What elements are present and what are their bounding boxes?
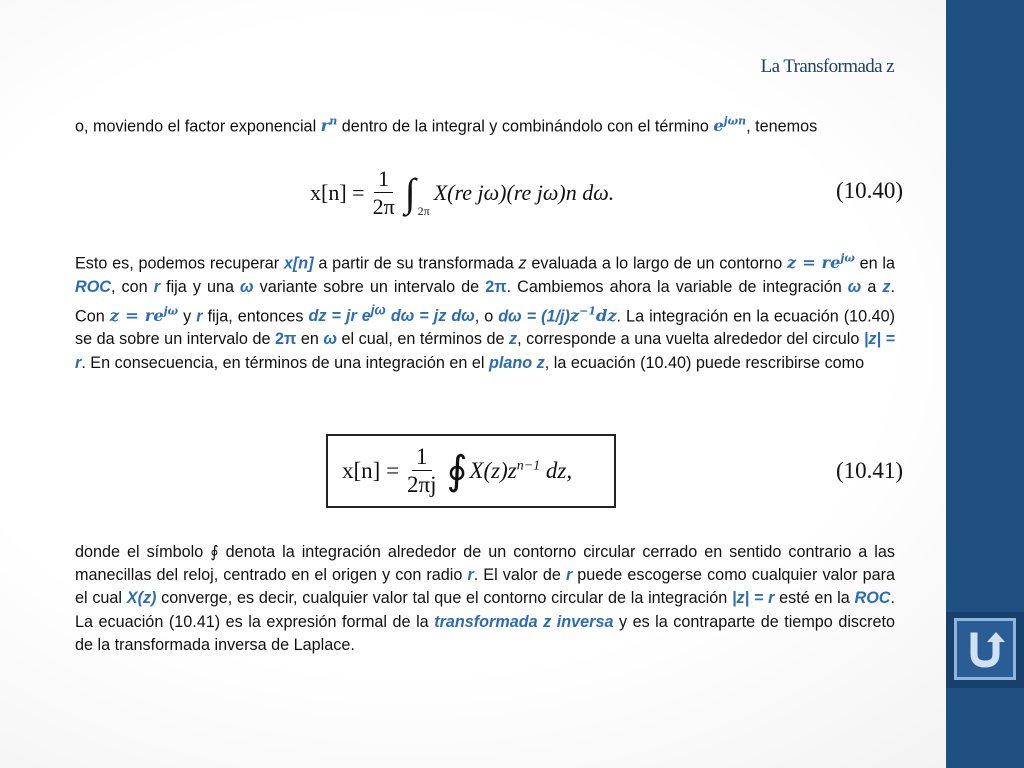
paragraph-recover: Esto es, podemos recuperar x[n] a partir de su transformada z evaluada a lo largo de un contorno $z = re^{j\omega}$ en la ROC, con r fija y una ω variante sobre un intervalo de 2π. Cambiemos ahora la variable de integración ω a z. Con $z = re^{j\omega}$ y r fija, entonces dz = jr $e^{j\omega}$ dω = jz dω, o $d\omega = (1/j)z^{-1}dz$. La integración en la ecuación (10.40) se da sobre un intervalo de 2π en ω el cual, en términos de z, corresponde a una vuelta alrededor del circulo |z| = r. En consecuencia, en términos de una integración en el plano z, la ecuación (10.40) puede rescribirse como: [75, 252, 896, 372]
equation-10-40: x[n] = $\frac{1}{2\pi}$ ∫ 2π X(re jω)(re jω)n dω.: [310, 165, 615, 219]
integral-symbol: ∫: [404, 170, 416, 215]
equation-number-10-40: (10.40): [836, 178, 904, 203]
equation-number-10-41: (10.41): [836, 458, 904, 483]
u-turn-return-icon: [962, 626, 1008, 672]
return-button[interactable]: [954, 618, 1016, 680]
fraction: $\frac{1}{2\pi}$: [372, 165, 395, 219]
paragraph-contour: donde el símbolo ∮ denota la integración alrededor de un contorno circular cerrado en sentido contrario a las manecillas del reloj, centrado en el origen y con radio r. El valor de r puede escogerse como cualquier valor para el cual X(z) converge, es decir, cualquier valor tal que el contorno circular de la integración |z| = r esté en la ROC. La ecuación (10.41) es la expresión formal de la transformada z inversa y es la contraparte de tiempo discreto de la transformada inversa de Laplace.: [75, 543, 895, 654]
slide-title: La Transformada z: [760, 56, 894, 77]
contour-integral-glyph: ∮: [210, 543, 219, 561]
contour-integral-symbol: ∮: [446, 448, 468, 493]
equation-10-41-boxed: x[n] = $\frac{1}{2\pi j}$ ∮ $X(z)z^{n-1}$ dz,: [326, 434, 616, 508]
fraction: $\frac{1}{2\pi j}$: [407, 443, 437, 497]
paragraph-intro: o, moviendo el factor exponencial $r^n$ dentro de la integral y combinándolo con el término $e^{j\omega n}$, tenemos: [75, 115, 818, 136]
